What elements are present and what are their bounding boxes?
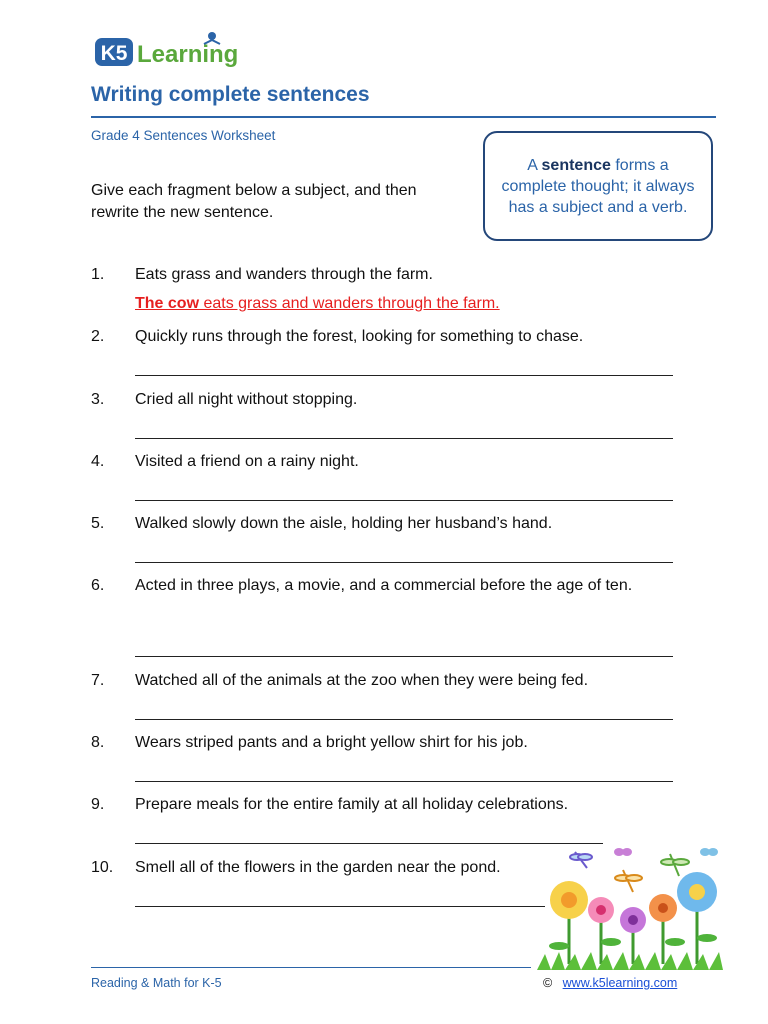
item-number: 1. [91,266,105,283]
example-rest: eats grass and wanders through the farm. [199,295,500,312]
k5-learning-logo [92,30,257,72]
footer-divider [91,967,531,968]
item-fragment: Smell all of the flowers in the garden near the pond. [135,859,501,876]
dragonfly-icon [615,870,642,892]
item-fragment: Wears striped pants and a bright yellow shirt for his job. [135,734,528,751]
flower-icon [649,894,677,922]
item-number: 4. [91,453,105,470]
answer-line[interactable] [135,438,673,439]
answer-line[interactable] [135,656,673,657]
item-fragment: Quickly runs through the forest, looking for something to chase. [135,328,584,345]
item-fragment: Cried all night without stopping. [135,391,358,408]
website-link[interactable]: www.k5learning.com [562,976,678,990]
item-number: 3. [91,391,105,408]
definition-suffix: forms a complete thought; it always has a subject and a verb. [501,156,695,216]
logo-graphic [92,30,257,72]
item-number: 8. [91,734,105,751]
item-fragment: Walked slowly down the aisle, holding her husband’s hand. [135,515,553,532]
answer-line[interactable] [135,843,603,844]
copyright-symbol: © [543,976,553,990]
logo-k5-text: K5 [100,42,128,65]
worksheet-subtitle: Grade 4 Sentences Worksheet [91,128,276,143]
definition-text [499,155,697,218]
example-answer [135,295,500,313]
instructions-text: Give each fragment below a subject, and then rewrite the new sentence. [91,182,417,221]
dragonfly-icon [570,852,592,868]
item-fragment: Acted in three plays, a movie, and a commercial before the age of ten. [135,577,633,594]
title-divider [91,116,716,118]
answer-line[interactable] [135,375,673,376]
answer-line[interactable] [135,562,673,563]
definition-prefix: A [527,156,542,174]
footer-copyright [543,976,677,990]
answer-line[interactable] [135,906,545,907]
butterfly-icon [700,848,718,856]
flower-icon [620,907,646,933]
definition-term: sentence [541,156,611,174]
item-number: 10. [91,859,114,876]
item-fragment: Prepare meals for the entire family at all holiday celebrations. [135,796,569,813]
example-subject: The cow [135,295,200,312]
flower-icon [588,897,614,923]
item-fragment: Watched all of the animals at the zoo when they were being fed. [135,672,589,689]
flowers-illustration [535,842,725,972]
logo-learning-text: Learning [137,41,239,68]
answer-line[interactable] [135,781,673,782]
item-fragment: Visited a friend on a rainy night. [135,453,359,470]
item-number: 7. [91,672,105,689]
item-fragment: Eats grass and wanders through the farm. [135,266,433,283]
butterfly-icon [614,848,632,856]
item-number: 6. [91,577,105,594]
answer-line[interactable] [135,500,673,501]
item-number: 2. [91,328,105,345]
answer-line[interactable] [135,719,673,720]
item-number: 5. [91,515,105,532]
dragonfly-icon [661,854,689,876]
item-number: 9. [91,796,105,813]
definition-callout [483,131,713,241]
flower-icon [677,872,717,912]
page-title: Writing complete sentences [91,83,370,106]
flower-icon [550,881,588,919]
footer-tagline: Reading & Math for K-5 [91,976,222,990]
